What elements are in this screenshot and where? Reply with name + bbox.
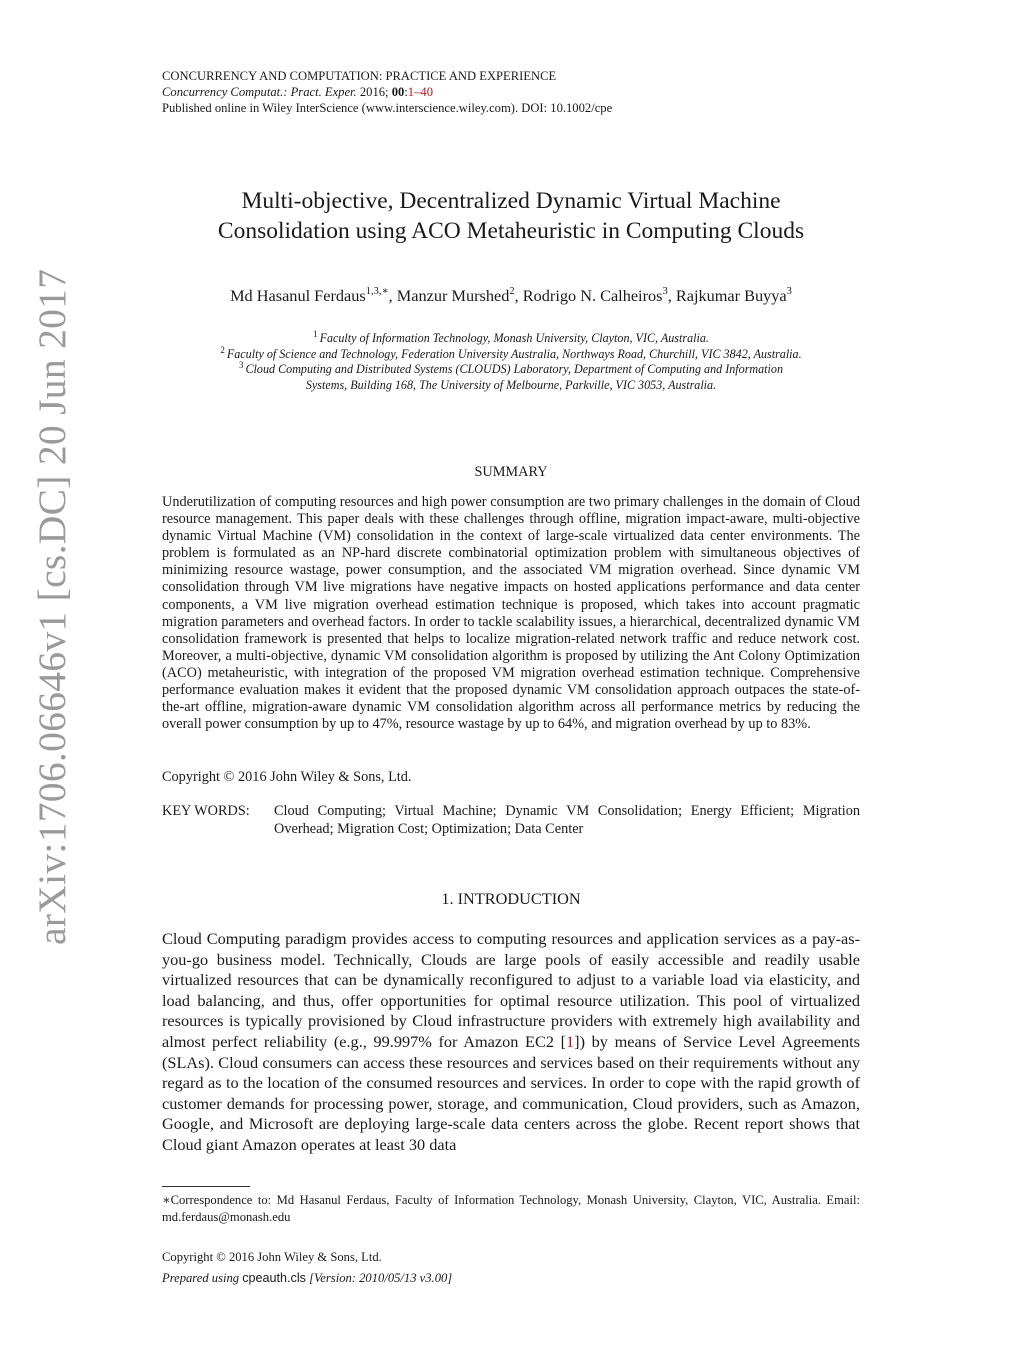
affiliation-line — [150, 378, 872, 394]
journal-header — [162, 68, 612, 116]
footer-copyright: Copyright © 2016 John Wiley & Sons, Ltd. — [162, 1250, 382, 1264]
author-name: Rodrigo N. Calheiros — [522, 286, 663, 305]
citation-year: 2016; — [359, 85, 389, 99]
author-list — [162, 285, 860, 307]
author-name: Md Hasanul Ferdaus — [230, 286, 366, 305]
footer-prepared — [162, 1270, 452, 1286]
introduction-paragraph — [162, 929, 860, 1156]
affiliation-text: Systems, Building 168, The University of Melbourne, Parkville, VIC 3053, Australia. — [305, 377, 717, 392]
journal-citation — [162, 84, 612, 100]
author-separator: , — [514, 286, 523, 305]
author-affil-mark: 1,3,∗ — [365, 286, 389, 297]
section-heading-introduction: 1. INTRODUCTION — [441, 889, 581, 908]
author-affil-mark: 3 — [662, 286, 668, 297]
journal-name: CONCURRENCY AND COMPUTATION: PRACTICE AND EXPERIENCE — [162, 69, 557, 83]
arxiv-stamp: arXiv:1706.06646v1 [cs.DC] 20 Jun 2017 — [30, 268, 74, 945]
footnote-mark: ∗ — [162, 1193, 171, 1207]
title-line-2: Consolidation using ACO Metaheuristic in Computing Clouds — [217, 218, 805, 244]
author-affil-mark: 2 — [509, 286, 515, 297]
affiliation-text: Faculty of Science and Technology, Federation University Australia, Northways Road, Churchill, VIC 3842, Australia. — [226, 346, 802, 361]
affiliation-line — [150, 344, 872, 363]
keywords-text: Cloud Computing; Virtual Machine; Dynamic VM Consolidation; Energy Efficient; Migration Overhead; Migration Cost; Optimization; Data Center — [274, 803, 860, 837]
citation-prefix: Concurrency Computat.: Pract. Exper. — [162, 85, 357, 99]
citation-link[interactable]: 1 — [566, 1031, 575, 1051]
author-affil-mark: 3 — [786, 286, 792, 297]
summary-heading: SUMMARY — [474, 464, 548, 480]
paper-title — [162, 186, 860, 246]
citation-pages-link[interactable]: 1–40 — [407, 85, 433, 99]
publisher-line: Published online in Wiley InterScience (www.interscience.wiley.com). DOI: 10.1002/cpe — [162, 101, 613, 115]
author-name: Rajkumar Buyya — [675, 286, 787, 305]
author-separator: , — [667, 286, 676, 305]
summary-copyright: Copyright © 2016 John Wiley & Sons, Ltd. — [162, 769, 412, 785]
footnote-rule — [162, 1186, 250, 1187]
intro-text-part-2: ]) by means of Service Level Agreements (SLAs). Cloud consumers can access these resources and services based on their requirements without any regard as to the location of the consumed resources and services. In order to cope with the rapid growth of customer demands for processing power, storage, and communication, Cloud providers, such as Amazon, Google, and Microsoft are deploying large-scale data centers across the globe. Recent report shows that Cloud giant Amazon operates at least 30 data — [162, 1031, 860, 1154]
affiliation-mark: 1 — [313, 329, 318, 339]
affiliation-mark: 3 — [238, 360, 244, 370]
intro-text-part-1: Cloud Computing paradigm provides access to computing resources and application services as a pay-as-you-go business model. Technically, Clouds are large pools of easily accessible and readily usable virtualized resources that can be dynamically reconfigured to adjust to a variable load via elasticity, and load balancing, and thus, offer opportunities for optimal resource utilization. This pool of virtualized resources is typically provisioned by Cloud infrastructure providers with extremely high availability and almost perfect reliability (e.g., 99.997% for Amazon EC2 [ — [162, 929, 860, 1051]
affiliation-mark: 2 — [220, 344, 225, 355]
affiliation-line — [150, 331, 872, 347]
class-file-name: cpeauth.cls — [242, 1271, 306, 1285]
summary-text: Underutilization of computing resources and high power consumption are two primary challenges in the domain of Cloud resource management. This paper deals with these challenges through offline, migration impact-aware, multi-objective dynamic Virtual Machine (VM) consolidation in the context of large-scale virtualized data center environments. The problem is formulated as an NP-hard discrete combinatorial optimization problem with simultaneous objectives of minimizing resource wastage, power consumption, and the associated VM migration overhead. Since dynamic VM consolidation through VM live migrations have negative impacts on hosted applications performance and data center components, a VM live migration overhead estimation technique is proposed, which takes into account pragmatic migration parameters and overhead factors. In order to tackle scalability issues, a hierarchical, decentralized dynamic VM consolidation framework is presented that helps to localize migration-related network traffic and reduce network cost. Moreover, a multi-objective, dynamic VM consolidation algorithm is proposed by utilizing the Ant Colony Optimization (ACO) metaheuristic, with integration of the proposed VM migration overhead estimation technique. Comprehensive performance evaluation makes it evident that the proposed dynamic VM consolidation approach outpaces the state-of-the-art offline, migration-aware dynamic VM consolidation algorithm across all performance metrics by reducing the overall power consumption by up to 47%, resource wastage by up to 64%, and migration overhead by up to 83%. — [162, 494, 860, 733]
affiliation-text: Cloud Computing and Distributed Systems (CLOUDS) Laboratory, Department of Computing and Information — [245, 362, 783, 376]
footnote — [162, 1192, 860, 1225]
prepared-prefix: Prepared using — [162, 1271, 240, 1285]
citation-volume: 00 — [391, 85, 405, 99]
author-separator: , — [388, 286, 397, 305]
affiliations — [150, 331, 872, 393]
citation-colon: : — [404, 85, 408, 99]
class-version: [Version: 2010/05/13 v3.00] — [309, 1271, 453, 1285]
affiliation-text: Faculty of Information Technology, Monash University, Clayton, VIC, Australia. — [319, 331, 709, 345]
affiliation-line — [150, 362, 872, 378]
keywords-label: KEY WORDS: — [162, 803, 250, 819]
author-name: Manzur Murshed — [396, 286, 510, 305]
footnote-text: Correspondence to: Md Hasanul Ferdaus, Faculty of Information Technology, Monash University, Clayton, VIC, Australia. Email: md.ferdaus@monash.edu — [162, 1193, 860, 1224]
title-line-1: Multi-objective, Decentralized Dynamic Virtual Machine — [241, 188, 781, 214]
